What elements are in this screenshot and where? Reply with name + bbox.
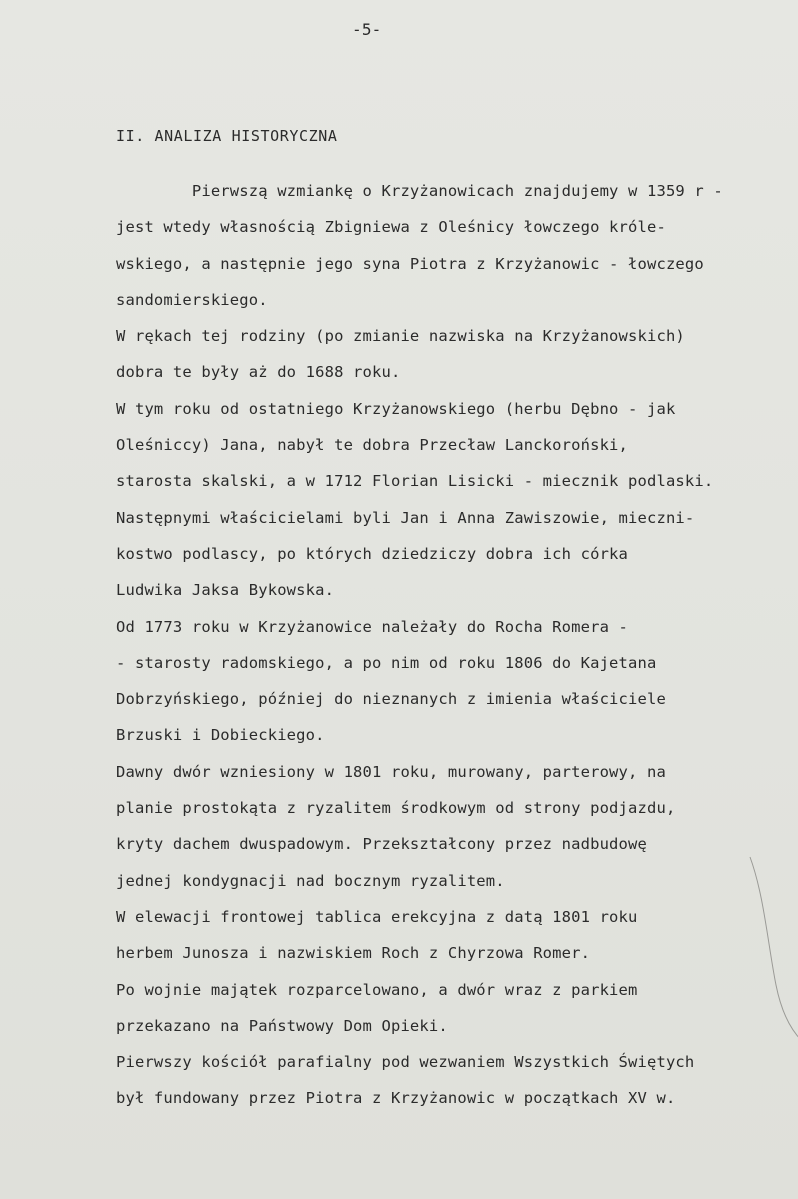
text-line: dobra te były aż do 1688 roku.	[116, 363, 401, 382]
text-line: Ludwika Jaksa Bykowska.	[116, 581, 335, 600]
body-text	[116, 181, 786, 1125]
text-line: Następnymi właścicielami byli Jan i Anna Zawiszowie, mieczni-	[116, 508, 695, 527]
text-line: Pierwszą wzmiankę o Krzyżanowicach znajdujemy w 1359 r -	[116, 182, 723, 200]
text-line: Po wojnie majątek rozparcelowano, a dwór wraz z parkiem	[116, 980, 638, 999]
text-line: - starosty radomskiego, a po nim od roku 1806 do Kajetana	[116, 653, 657, 672]
text-line: był fundowany przez Piotra z Krzyżanowic w początkach XV w.	[116, 1089, 676, 1108]
text-line: jest wtedy własnością Zbigniewa z Oleśnicy łowczego króle-	[116, 218, 666, 237]
margin-pencil-mark	[746, 855, 798, 1045]
text-line: Dawny dwór wzniesiony w 1801 roku, murowany, parterowy, na	[116, 762, 666, 781]
text-line: kostwo podlascy, po których dziedziczy dobra ich córka	[116, 544, 629, 563]
text-line: Brzuski i Dobieckiego.	[116, 726, 325, 745]
text-line: W rękach tej rodziny (po zmianie nazwiska na Krzyżanowskich)	[116, 327, 685, 346]
text-line: Od 1773 roku w Krzyżanowice należały do Rocha Romera -	[116, 617, 629, 636]
text-line: sandomierskiego.	[116, 290, 268, 309]
text-line: Pierwszy kościół parafialny pod wezwaniem Wszystkich Świętych	[116, 1053, 695, 1072]
text-line: Oleśniccy) Jana, nabył te dobra Przecław Lanckoroński,	[116, 436, 629, 455]
page-number: -5-	[352, 20, 382, 39]
text-line: Dobrzyńskiego, później do nieznanych z imienia właściciele	[116, 690, 666, 709]
text-line: przekazano na Państwowy Dom Opieki.	[116, 1016, 448, 1035]
section-heading: II. ANALIZA HISTORYCZNA	[116, 127, 338, 145]
text-line: herbem Junosza i nazwiskiem Roch z Chyrzowa Romer.	[116, 944, 591, 963]
text-line: kryty dachem dwuspadowym. Przekształcony przez nadbudowę	[116, 835, 647, 854]
text-line: planie prostokąta z ryzalitem środkowym od strony podjazdu,	[116, 799, 676, 818]
text-line: starosta skalski, a w 1712 Florian Lisicki - miecznik podlaski.	[116, 472, 714, 491]
text-line: W tym roku od ostatniego Krzyżanowskiego (herbu Dębno - jak	[116, 399, 676, 418]
text-line: W elewacji frontowej tablica erekcyjna z datą 1801 roku	[116, 907, 638, 926]
text-line: wskiego, a następnie jego syna Piotra z Krzyżanowic - łowczego	[116, 254, 704, 273]
text-line: jednej kondygnacji nad bocznym ryzalitem.	[116, 871, 505, 890]
